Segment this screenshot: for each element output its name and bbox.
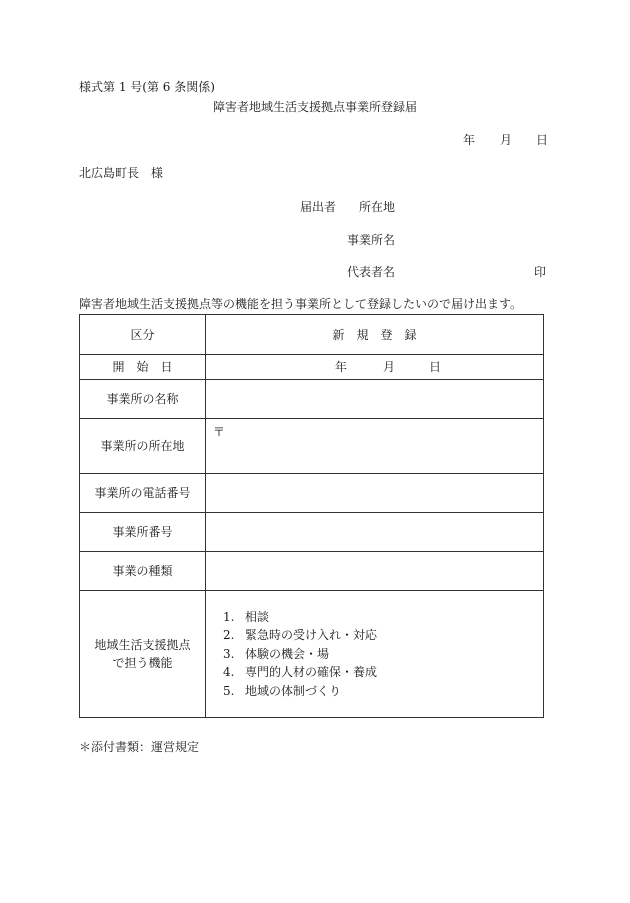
- category-value: 新 規 登 録: [206, 315, 544, 355]
- form-title: 障害者地域生活支援拠点事業所登録届: [213, 100, 418, 114]
- form-number: 様式第 1 号(第 6 条関係): [79, 80, 215, 94]
- date-month-label: 月: [500, 133, 513, 147]
- business-type-field[interactable]: [206, 552, 544, 591]
- functions-label: [80, 591, 206, 718]
- functions-field: [206, 591, 544, 718]
- business-type-label: 事業の種類: [80, 552, 206, 591]
- functions-row: [80, 591, 544, 718]
- postal-mark: 〒: [213, 425, 226, 439]
- functions-label-line1: 地域生活支援拠点: [94, 638, 191, 652]
- attachment-note: ＊添付書類：運営規定: [79, 740, 200, 754]
- phone-row: [80, 474, 544, 513]
- office-address-label: 事業所の所在地: [80, 419, 206, 474]
- start-month-label: 月: [383, 360, 396, 374]
- business-type-row: [80, 552, 544, 591]
- date-year-label: 年: [463, 133, 476, 147]
- function-item[interactable]: 5. 地域の体制づくり: [223, 683, 342, 698]
- addressee: 北広島町長 様: [79, 166, 164, 180]
- functions-list: [206, 608, 543, 701]
- office-name-label: 事業所の名称: [80, 380, 206, 419]
- start-day-label: 日: [429, 360, 442, 374]
- category-label: 区分: [80, 315, 206, 355]
- start-year-label: 年: [335, 360, 348, 374]
- function-item[interactable]: 2. 緊急時の受け入れ・対応: [223, 628, 378, 643]
- function-item[interactable]: 3. 体験の機会・場: [223, 646, 330, 661]
- phone-field[interactable]: [206, 474, 544, 513]
- office-name-field[interactable]: [206, 380, 544, 419]
- registration-table: [79, 314, 544, 718]
- seal-mark: 印: [534, 265, 547, 279]
- office-name-row: [80, 380, 544, 419]
- start-date-label: 開 始 日: [80, 355, 206, 380]
- office-address-row: [80, 419, 544, 474]
- statement: 障害者地域生活支援拠点等の機能を担う事業所として登録したいので届け出ます。: [79, 297, 523, 311]
- phone-label: 事業所の電話番号: [80, 474, 206, 513]
- notifier-representative-label: 代表者名: [347, 265, 396, 279]
- category-row: [80, 315, 544, 355]
- date-day-label: 日: [536, 133, 549, 147]
- start-date-field[interactable]: [206, 355, 544, 380]
- notifier-label: 届出者: [300, 200, 337, 214]
- function-item[interactable]: 4. 専門的人材の確保・養成: [223, 665, 378, 680]
- functions-label-line2: で担う機能: [112, 656, 173, 670]
- office-number-label: 事業所番号: [80, 513, 206, 552]
- start-date-row: [80, 355, 544, 380]
- office-number-field[interactable]: [206, 513, 544, 552]
- notifier-office-name-label: 事業所名: [347, 233, 396, 247]
- function-item[interactable]: 1. 相談: [223, 609, 270, 624]
- office-number-row: [80, 513, 544, 552]
- notifier-address-label: 所在地: [359, 200, 396, 214]
- office-address-field[interactable]: [206, 419, 544, 474]
